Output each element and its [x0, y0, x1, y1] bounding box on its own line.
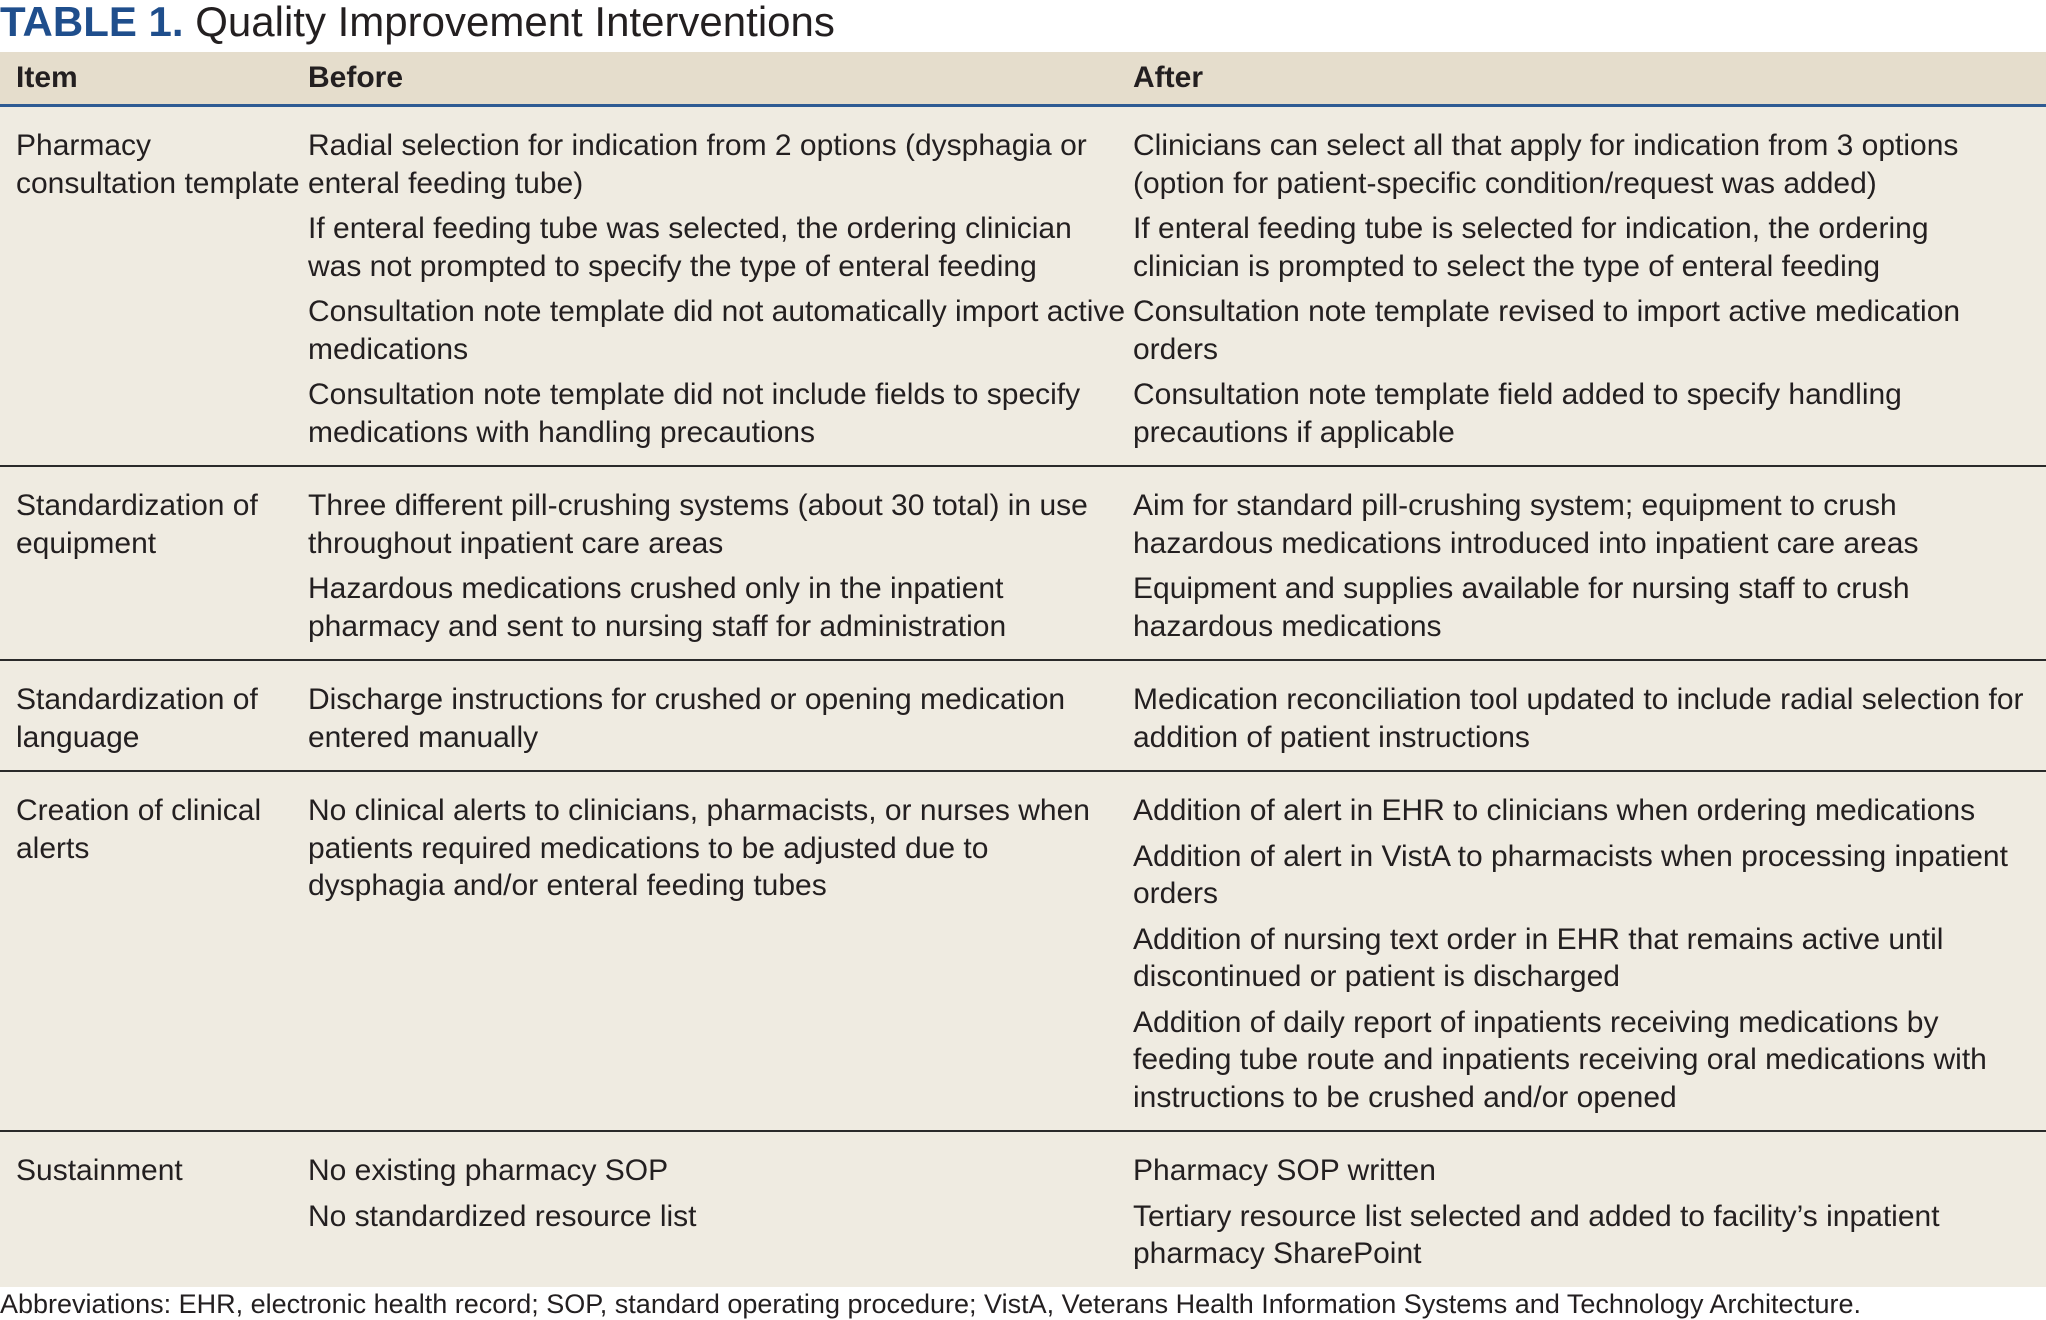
- item-cell: Sustainment: [16, 1154, 183, 1187]
- table-row: [0, 467, 2046, 661]
- table-footnote: Abbreviations: EHR, electronic health record; SOP, standard operating procedure; VistA, Veterans Health Information Systems and Technology Architecture.: [0, 1289, 1862, 1319]
- table-header: [0, 52, 2046, 107]
- item-cell: Standardization of language: [16, 683, 258, 754]
- after-entry: Pharmacy SOP written: [1133, 1154, 1436, 1187]
- before-cell: [308, 1132, 1133, 1287]
- table-title-text: Quality Improvement Interventions: [195, 0, 835, 45]
- before-cell: [308, 467, 1133, 659]
- after-cell: [1133, 1132, 2046, 1287]
- after-entry: Consultation note template revised to import active medication orders: [1133, 295, 1961, 366]
- before-cell: [308, 107, 1133, 465]
- before-entry: No clinical alerts to clinicians, pharmacists, or nurses when patients required medications to be adjusted due to dysphagia and/or enteral feeding tubes: [308, 794, 1090, 902]
- column-header-after: After: [1133, 61, 1204, 94]
- item-cell: Standardization of equipment: [16, 489, 258, 560]
- before-cell: [308, 661, 1133, 770]
- after-entry: Clinicians can select all that apply for indication from 3 options (option for patient-specific condition/request was added): [1133, 129, 1959, 200]
- after-entry: Medication reconciliation tool updated to include radial selection for addition of patient instructions: [1133, 683, 2024, 754]
- interventions-table: [0, 52, 2046, 1287]
- before-entry: Discharge instructions for crushed or opening medication entered manually: [308, 683, 1066, 754]
- table-row: [0, 1132, 2046, 1287]
- after-entry: Consultation note template field added to specify handling precautions if applicable: [1133, 378, 1902, 449]
- before-entry: Radial selection for indication from 2 options (dysphagia or enteral feeding tube): [308, 129, 1087, 200]
- table-row: [0, 661, 2046, 772]
- before-cell: [308, 772, 1133, 1130]
- after-entry: If enteral feeding tube is selected for indication, the ordering clinician is prompted to select the type of enteral feeding: [1133, 212, 1929, 283]
- after-entry: Addition of alert in EHR to clinicians when ordering medications: [1133, 794, 1976, 827]
- before-entry: If enteral feeding tube was selected, the ordering clinician was not prompted to specify the type of enteral feeding: [308, 212, 1072, 283]
- before-entry: Hazardous medications crushed only in the inpatient pharmacy and sent to nursing staff for administration: [308, 572, 1007, 643]
- item-cell: Pharmacy consultation template: [16, 129, 300, 200]
- after-entry: Aim for standard pill-crushing system; equipment to crush hazardous medications introduced into inpatient care areas: [1133, 489, 1919, 560]
- before-entry: Consultation note template did not automatically import active medications: [308, 295, 1126, 366]
- column-header-before: Before: [308, 61, 404, 94]
- after-entry: Equipment and supplies available for nursing staff to crush hazardous medications: [1133, 572, 1910, 643]
- column-header-item: Item: [16, 61, 78, 94]
- after-entry: Addition of alert in VistA to pharmacists when processing inpatient orders: [1133, 839, 2008, 910]
- after-entry: Addition of nursing text order in EHR that remains active until discontinued or patient is discharged: [1133, 922, 1944, 993]
- after-entry: Addition of daily report of inpatients receiving medications by feeding tube route and inpatients receiving oral medications with instructions to be crushed and/or opened: [1133, 1005, 1987, 1114]
- before-entry: Consultation note template did not include fields to specify medications with handling precautions: [308, 378, 1081, 449]
- after-entry: Tertiary resource list selected and added to facility’s inpatient pharmacy SharePoint: [1133, 1199, 1940, 1270]
- after-cell: [1133, 661, 2046, 770]
- table-title: [0, 0, 835, 48]
- after-cell: [1133, 467, 2046, 659]
- table-row: [0, 107, 2046, 467]
- before-entry: No existing pharmacy SOP: [308, 1154, 669, 1187]
- table-title-label: TABLE 1.: [0, 0, 184, 45]
- after-cell: [1133, 772, 2046, 1130]
- item-cell: Creation of clinical alerts: [16, 794, 262, 865]
- table-body: [0, 107, 2046, 1287]
- table-row: [0, 772, 2046, 1132]
- before-entry: No standardized resource list: [308, 1199, 697, 1233]
- before-entry: Three different pill-crushing systems (about 30 total) in use throughout inpatient care areas: [308, 489, 1088, 560]
- after-cell: [1133, 107, 2046, 465]
